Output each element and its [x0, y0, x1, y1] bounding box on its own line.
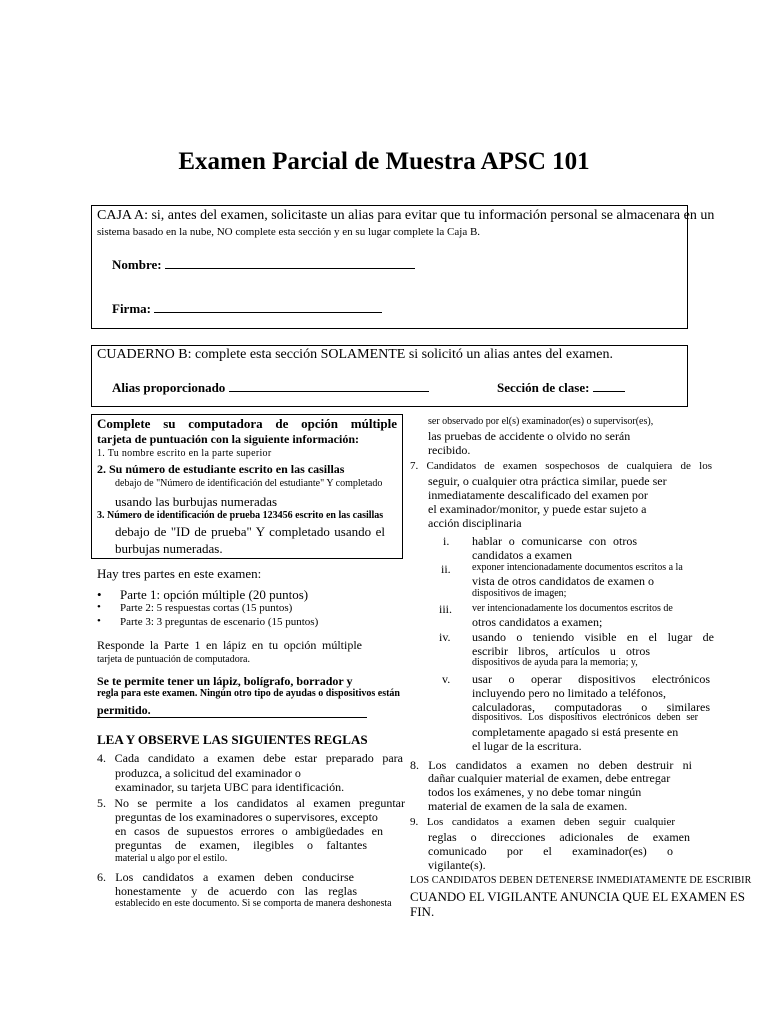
- item-iii-line1: ver intencionadamente los documentos escritos de: [472, 603, 673, 614]
- caja-a-box: [91, 205, 715, 329]
- seccion-label: Sección de clase:: [497, 380, 590, 395]
- cont-line2: las pruebas de accidente o olvido no serán: [428, 429, 631, 443]
- item-v-line3: calculadoras, computadoras o similares: [472, 700, 710, 714]
- item-ii-number: ii.: [441, 562, 451, 576]
- box-line3: 1. Tu nombre escrito en la parte superior: [97, 448, 272, 459]
- firma-label: Firma:: [112, 301, 151, 316]
- part1-bullet: •: [97, 587, 102, 602]
- rule7-line4: el examinador/monitor, y puede estar sujeto a: [428, 502, 647, 516]
- seccion-blank[interactable]: [593, 379, 625, 392]
- rule5-line4: preguntas de examen, ilegibles o faltantes: [115, 838, 367, 852]
- rule5-line3: en casos de supuestos errores o ambigüedades en: [115, 824, 383, 838]
- rule8-line2: dañar cualquier material de examen, debe entregar: [428, 771, 671, 785]
- stop-line2: CUANDO EL VIGILANTE ANUNCIA QUE EL EXAMEN ES: [410, 889, 745, 904]
- cont-line3: recibido.: [428, 443, 471, 457]
- firma-blank[interactable]: [154, 300, 382, 313]
- item-i-line2: candidatos a examen: [472, 548, 572, 562]
- stop-line1: LOS CANDIDATOS DEBEN DETENERSE INMEDIATAMENTE DE ESCRIBIR: [410, 875, 752, 886]
- rule9-line2: reglas o direcciones adicionales de examen: [428, 830, 690, 844]
- item-ii-line2: vista de otros candidatos de examen o: [472, 574, 654, 588]
- rule7-line5: acción disciplinaria: [428, 516, 522, 530]
- rule8-line1: 8. Los candidatos a examen no deben destruir ni: [410, 758, 692, 772]
- alias-field[interactable]: [112, 379, 429, 396]
- stop-line3: FIN.: [410, 904, 435, 919]
- item-v-line2: incluyendo pero no limitado a teléfonos,: [472, 686, 666, 700]
- nombre-label: Nombre:: [112, 257, 162, 272]
- alias-label: Alias proporcionado: [112, 380, 226, 395]
- caja-a-line1: CAJA A: si, antes del examen, solicitaste un alias para evitar que tu información personal se almacenara en un: [97, 208, 715, 223]
- item-iii-number: iii.: [439, 602, 453, 616]
- item-iv-line3: dispositivos de ayuda para la memoria; y,: [472, 657, 638, 668]
- item-iv-line2: escribir libros, artículos u otros: [472, 644, 650, 658]
- item-v-line1: usar o operar dispositivos electrónicos: [472, 672, 710, 686]
- parts-intro: Hay tres partes en este examen:: [97, 566, 262, 581]
- page-title: Examen Parcial de Muestra APSC 101: [178, 148, 590, 175]
- item-v-line5: completamente apagado si está presente en: [472, 725, 679, 739]
- nombre-field[interactable]: [112, 256, 415, 273]
- rule5-line2: preguntas de los examinadores o supervisores, excepto: [115, 810, 378, 824]
- part2-bullet: •: [97, 601, 101, 613]
- rule7-line2: seguir, o cualquier otra práctica similar, puede ser: [428, 474, 667, 488]
- allowed-line1: Se te permite tener un lápiz, bolígrafo, borrador y: [97, 674, 353, 688]
- answer-line2: tarjeta de puntuación de computadora.: [97, 654, 250, 665]
- rule4-line3: examinador, su tarjeta UBC para identificación.: [115, 780, 345, 794]
- item-iv-line1: usando o teniendo visible en el lugar de: [472, 630, 714, 644]
- rule6-line2: honestamente y de acuerdo con las reglas: [115, 884, 357, 898]
- allowed-underline: [97, 717, 367, 718]
- item-v-line6: el lugar de la escritura.: [472, 739, 582, 753]
- rule9-line3: comunicado por el examinador(es) o: [428, 844, 673, 858]
- allowed-line3: permitido.: [97, 703, 151, 717]
- item-iii-line2: otros candidatos a examen;: [472, 615, 603, 629]
- rules-heading: LEA Y OBSERVE LAS SIGUIENTES REGLAS: [97, 732, 368, 747]
- caja-a-line2: sistema basado en la nube, NO complete esta sección y en su lugar complete la Caja B.: [97, 226, 481, 238]
- item-v-line4: dispositivos. Los dispositivos electrónicos deben ser: [472, 712, 698, 723]
- box-line4: 2. Su número de estudiante escrito en las casillas: [97, 462, 345, 476]
- rule6-line1: 6. Los candidatos a examen deben conducirse: [97, 870, 354, 884]
- part2: Parte 2: 5 respuestas cortas (15 puntos): [120, 602, 293, 614]
- rule7-line1: 7. Candidatos de examen sospechosos de cualquiera de los: [410, 460, 712, 472]
- box-line2: tarjeta de puntuación con la siguiente información:: [97, 432, 359, 446]
- answer-line1: Responde la Parte 1 en lápiz en tu opción múltiple: [97, 638, 362, 652]
- seccion-field[interactable]: [497, 379, 625, 396]
- box-line6: usando las burbujas numeradas: [115, 494, 278, 509]
- box-line1: Complete su computadora de opción múltiple: [97, 416, 397, 431]
- rule8-line4: material de examen de la sala de examen.: [428, 799, 628, 813]
- box-line9: burbujas numeradas.: [115, 541, 223, 556]
- rule5-line1: 5. No se permite a los candidatos al examen preguntar: [97, 796, 405, 810]
- box-line5: debajo de "Número de identificación del estudiante" Y completado: [115, 478, 383, 489]
- box-line7: 3. Número de identificación de prueba 123456 escrito en las casillas: [97, 510, 384, 521]
- firma-field[interactable]: [112, 300, 382, 317]
- allowed-line2: regla para este examen. Ningún otro tipo de ayudas o dispositivos están: [97, 688, 400, 699]
- rule9-line4: vigilante(s).: [428, 858, 486, 872]
- rule7-line3: inmediatamente descalificado del examen por: [428, 488, 648, 502]
- cuaderno-b-box: [91, 345, 688, 407]
- nombre-blank[interactable]: [165, 256, 415, 269]
- cont-line1: ser observado por el(s) examinador(es) o supervisor(es),: [428, 416, 654, 427]
- rule8-line3: todos los exámenes, y no debe tomar ningún: [428, 785, 642, 799]
- part1: Parte 1: opción múltiple (20 puntos): [120, 587, 309, 602]
- rule4-line1: 4. Cada candidato a examen debe estar preparado para: [97, 751, 403, 765]
- part3: Parte 3: 3 preguntas de escenario (15 puntos): [120, 616, 319, 628]
- item-ii-line1: exponer intencionadamente documentos escritos a la: [472, 562, 683, 573]
- rule4-line2: produzca, a solicitud del examinador o: [115, 766, 301, 780]
- item-i-line1: hablar o comunicarse con otros: [472, 534, 637, 548]
- box-line8: debajo de "ID de prueba" Y completado usando el: [115, 524, 385, 539]
- rule5-line5: material u algo por el estilo.: [115, 853, 228, 864]
- cuaderno-b-line1: CUADERNO B: complete esta sección SOLAMENTE si solicitó un alias antes del examen.: [97, 347, 613, 362]
- rule9-line1: 9. Los candidatos a examen deben seguir cualquier: [410, 816, 675, 828]
- part3-bullet: •: [97, 615, 101, 627]
- item-iv-number: iv.: [439, 630, 451, 644]
- item-ii-line3: dispositivos de imagen;: [472, 588, 567, 599]
- rule6-line3: establecido en este documento. Si se comporta de manera deshonesta: [115, 898, 392, 909]
- alias-blank[interactable]: [229, 379, 429, 392]
- item-i-number: i.: [443, 534, 450, 548]
- item-v-number: v.: [442, 672, 451, 686]
